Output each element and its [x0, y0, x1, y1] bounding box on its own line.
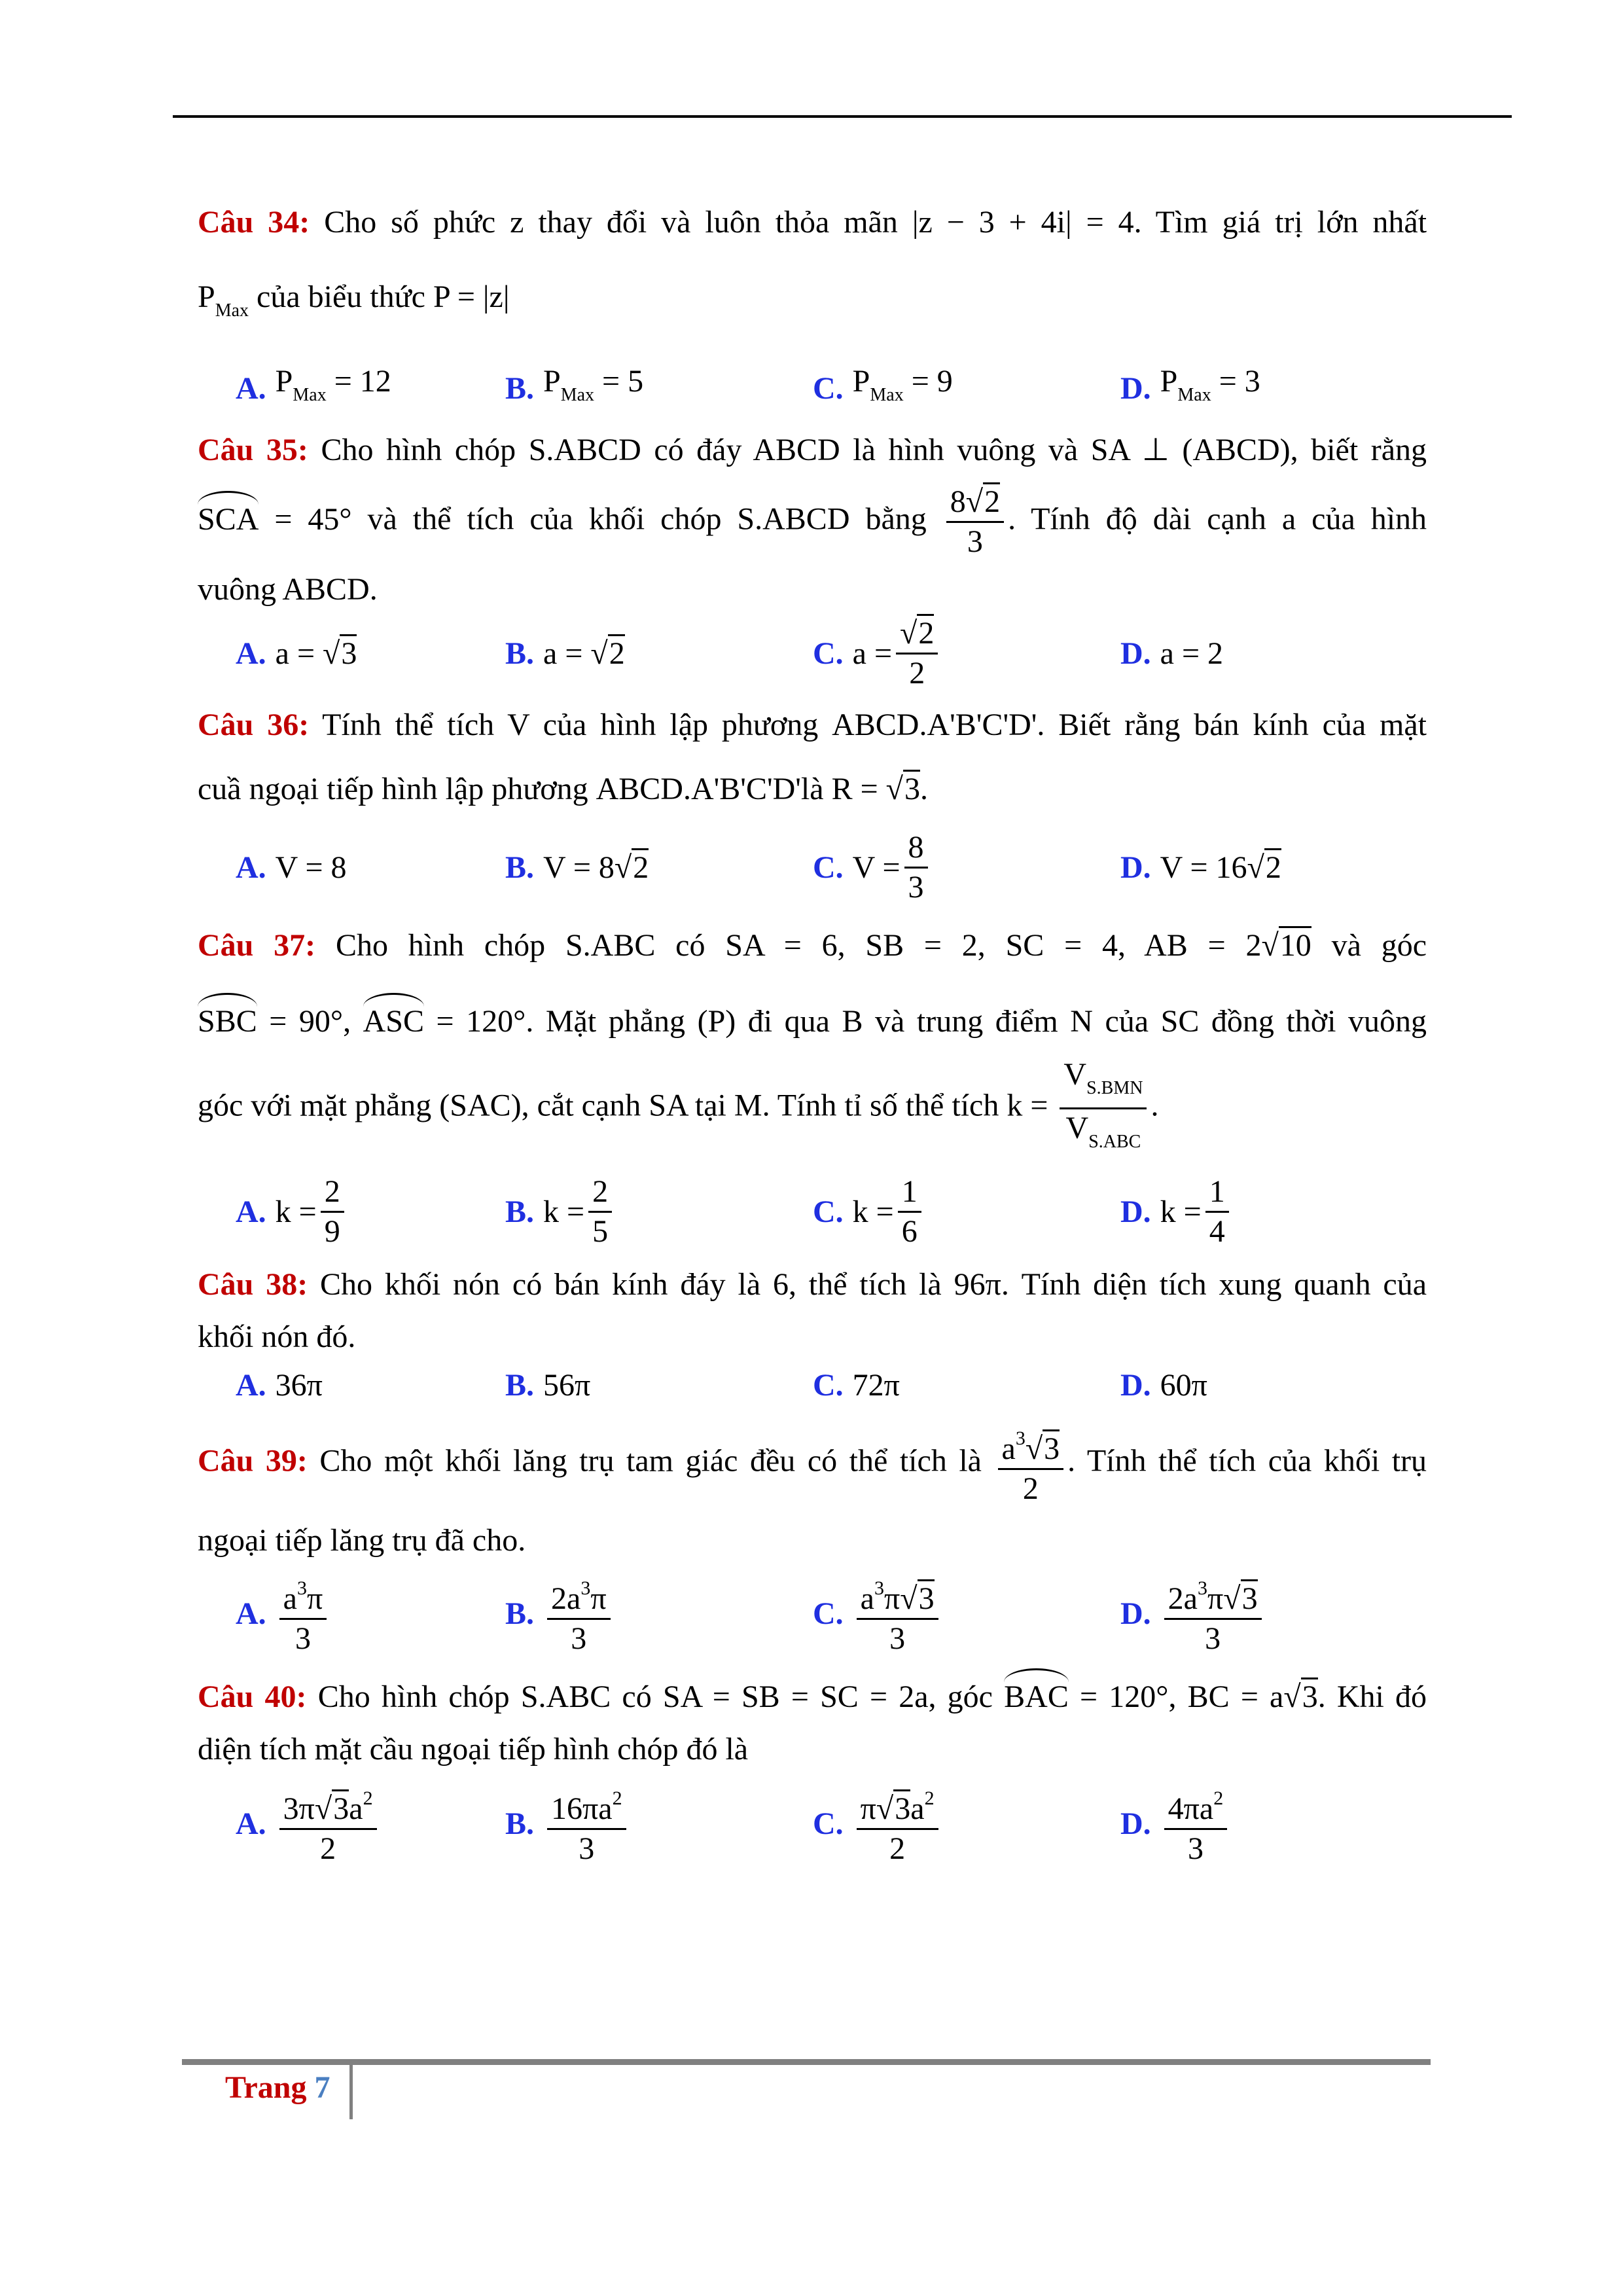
question-text: khối nón đó. [198, 1319, 356, 1354]
math-value: a = [275, 636, 323, 671]
angle-symbol: SBC [198, 997, 257, 1043]
question-label: Câu 34: [198, 205, 310, 240]
answer-options [198, 361, 1427, 416]
question-text: và thể tích của khối chóp S.ABCD bằng [367, 501, 927, 537]
radicand: 2 [917, 614, 934, 651]
math-var: π [590, 1581, 607, 1616]
denominator: 4 [1209, 1214, 1225, 1249]
fraction: $\frac{8√2}{3}$ [946, 484, 1004, 560]
option-b[interactable] [505, 1781, 813, 1867]
option-a[interactable]: A. a = √3 [236, 633, 505, 675]
radicand: 2 [608, 634, 625, 671]
angle-symbol: ASC [363, 997, 424, 1043]
option-b[interactable]: B. V = 8√2 [505, 847, 813, 889]
answer-options [198, 1365, 1427, 1407]
numerator: 2 [588, 1174, 612, 1213]
question-list [198, 196, 1427, 1867]
page-label: Trang [225, 2070, 307, 2105]
math-var: 2a [551, 1581, 581, 1616]
math-value: 8 [950, 484, 966, 519]
question-label: Câu 40: [198, 1679, 307, 1714]
math-var: 2a [1168, 1581, 1198, 1616]
option-d[interactable] [1120, 1174, 1428, 1249]
radicand: 10 [1279, 926, 1311, 963]
option-b[interactable] [505, 1174, 813, 1249]
math-value: 36π [275, 1368, 323, 1403]
question-label: Câu 38: [198, 1267, 308, 1302]
question-39 [198, 1421, 1427, 1657]
radicand: 2 [1264, 848, 1281, 885]
option-c[interactable] [813, 616, 1120, 691]
math-expression: SA = 6, SB = 2, SC = 4, AB = 2 [725, 928, 1262, 963]
numerator: 8 [904, 830, 928, 869]
math-value: 60π [1160, 1368, 1207, 1403]
math-var: 4πa [1168, 1791, 1214, 1826]
math-superscript: 2 [1213, 1787, 1224, 1809]
answer-options [198, 616, 1427, 691]
fraction: $\frac{√2}{2}$ [896, 616, 938, 691]
math-superscript: 2 [924, 1787, 935, 1809]
math-var: π [1207, 1581, 1224, 1616]
angle-symbol: SCA [198, 495, 259, 541]
option-letter: A. [236, 370, 266, 406]
radicand: 3 [893, 1789, 910, 1826]
math-var: P [852, 364, 870, 399]
radicand: 3 [903, 770, 920, 806]
question-text: . [920, 772, 928, 806]
denominator: 3 [967, 524, 983, 559]
numerator: 1 [1205, 1174, 1229, 1213]
math-value: V = 16 [1160, 850, 1247, 885]
option-c[interactable] [813, 1571, 1120, 1657]
option-c[interactable] [813, 1781, 1120, 1867]
question-text: , góc [928, 1679, 993, 1714]
math-var: 16πa [551, 1791, 613, 1826]
question-text: Cho khối nón có bán kính đáy là 6, thể tích là [320, 1267, 942, 1302]
math-subscript: Max [870, 385, 904, 405]
math-superscript: 2 [363, 1787, 373, 1809]
question-text: , biết rằng [1290, 433, 1427, 467]
denominator: 2 [1022, 1471, 1039, 1506]
option-letter: C. [813, 1806, 844, 1841]
option-c[interactable] [813, 361, 1120, 416]
option-letter: A. [236, 850, 266, 885]
question-label: Câu 37: [198, 928, 316, 963]
math-var: P [275, 364, 293, 399]
math-subscript: Max [215, 300, 249, 321]
math-subscript: Max [293, 385, 327, 405]
question-text: Cho số phức z thay đổi và luôn thỏa mãn [324, 205, 898, 240]
fraction: $\frac{3\pi√3a^2}{2}$ [279, 1781, 377, 1867]
math-value: R = [831, 772, 886, 806]
denominator: 5 [592, 1214, 609, 1249]
option-c[interactable] [813, 1365, 1120, 1407]
math-value: k = [543, 1194, 585, 1229]
answer-options [198, 1571, 1427, 1657]
option-letter: C. [813, 1194, 844, 1229]
question-label: Câu 35: [198, 433, 308, 467]
option-b[interactable] [505, 361, 813, 416]
question-40: Câu 40: Cho hình chóp S.ABC có SA = SB = SC = 2a, góc BAC = 120°, BC = a√3. Khi đó diện tích mặt cầu ngoại tiếp hình chóp đó là A. $\frac{3\pi√3a^2}{2}$ B. $\frac{16\pi a^2}{3}$ C. $\frac{\pi√3a^2}{2}$ D. $\frac{4\pi a^2}{3}$ [198, 1672, 1427, 1867]
fraction [1205, 1174, 1229, 1249]
question-35 [198, 429, 1427, 691]
question-36: Câu 36: Tính thể tích V của hình lập phương ABCD.A'B'C'D'. Biết rằng bán kính của mặt cuầ ngoại tiếp hình lập phương ABCD.A'B'C'D'là R = √3. A. V = 8 B. V = 8√2 C. V = $\frac{8}{3}$ D. V = 16√2 [198, 708, 1427, 905]
option-d[interactable] [1120, 1365, 1428, 1407]
question-label: Câu 36: [198, 708, 310, 742]
math-var: a [349, 1791, 363, 1826]
math-var: V [1065, 1111, 1089, 1145]
denominator: 9 [324, 1214, 340, 1249]
math-superscript: 3 [296, 1577, 307, 1599]
question-text: vuông ABCD. [198, 572, 378, 607]
angle-symbol: BAC [1004, 1672, 1069, 1718]
math-expression: SA = SB = SC = 2a [662, 1679, 929, 1714]
question-text: Cho hình chóp S.ABC có [317, 1679, 652, 1714]
option-a[interactable] [236, 1365, 505, 1407]
math-var: π [860, 1791, 876, 1826]
math-expression: |z − 3 + 4i| = 4 [912, 205, 1134, 240]
question-37: Câu 37: Cho hình chóp S.ABC có SA = 6, SB = 2, SC = 4, AB = 2√10 và góc SBC = 90°, ASC = 120°. Mặt phẳng (P) đi qua B và trung điểm N của SC đồng thời vuông góc với mặt phẳng (SAC), cắt cạnh SA tại M. Tính tỉ số thể tích k = $\frac{V_{S.BMN}}{V_{S.ABC}}$ . A. k = $\frac{2}{9}$ B. k = $\frac{2}{5}$ C. k = $\frac{1}{6}$ D. k = $\frac{1}{4}$ [198, 925, 1427, 1249]
question-text: góc với mặt phẳng (SAC), cắt cạnh SA tại M. Tính tỉ số thể tích [198, 1088, 999, 1123]
fraction [588, 1174, 612, 1249]
math-var: 3π [283, 1791, 315, 1826]
question-text: . Tính thể tích của khối trụ [1067, 1443, 1427, 1479]
question-text: . Tính diện tích xung quanh của [1001, 1267, 1427, 1302]
option-c[interactable] [813, 830, 1120, 905]
math-value: a = [543, 636, 591, 671]
math-var: a [860, 1581, 874, 1616]
math-value: = 120°, BC = a [1068, 1679, 1284, 1714]
option-d[interactable] [1120, 633, 1428, 675]
option-letter: B. [505, 370, 535, 406]
footer-rule [182, 2059, 1431, 2065]
denominator: 3 [908, 870, 924, 905]
math-superscript: 3 [580, 1577, 591, 1599]
footer-divider [349, 2062, 353, 2119]
question-text: Tính thể tích V của hình lập phương [322, 708, 819, 742]
denominator: 3 [1205, 1621, 1221, 1656]
math-expression: P = |z| [433, 279, 510, 314]
math-value: = 90°, [257, 1004, 363, 1039]
question-34 [198, 202, 1427, 416]
math-expression: ABCD.A'B'C'D' [596, 772, 801, 806]
radicand: 3 [918, 1579, 935, 1616]
math-value: 56π [543, 1368, 591, 1403]
option-d[interactable] [1120, 1571, 1428, 1657]
answer-options [198, 1781, 1427, 1867]
fraction [904, 830, 928, 905]
math-value: k = [1160, 1194, 1202, 1229]
math-expression: SA ⊥ (ABCD) [1090, 433, 1291, 467]
fraction [547, 1571, 611, 1657]
option-d[interactable]: D. V = 16√2 [1120, 847, 1428, 889]
math-value: = 3 [1211, 364, 1260, 399]
page-footer [225, 2070, 330, 2106]
option-letter: C. [813, 1596, 844, 1631]
question-text: . Khi đó [1317, 1679, 1427, 1714]
denominator: 3 [571, 1621, 587, 1656]
fraction [321, 1174, 344, 1249]
question-text: Cho hình chóp S.ABC có [335, 928, 705, 963]
page-number: 7 [314, 2070, 330, 2105]
option-letter: D. [1120, 1194, 1151, 1229]
question-label: Câu 39: [198, 1443, 308, 1479]
math-value: 72π [852, 1368, 900, 1403]
option-c[interactable] [813, 1174, 1120, 1249]
denominator: 2 [889, 1831, 906, 1866]
option-letter: D. [1120, 1368, 1151, 1403]
math-superscript: 2 [612, 1787, 622, 1809]
fraction: $\frac{a^3√3}{2}$ [998, 1421, 1064, 1507]
fraction: $\frac{2a^3\pi√3}{3}$ [1164, 1571, 1262, 1657]
math-value: V = [852, 850, 901, 885]
option-letter: A. [236, 1368, 266, 1403]
option-letter: D. [1120, 636, 1151, 671]
question-text: diện tích mặt cầu ngoại tiếp hình chóp đó là [198, 1732, 749, 1767]
option-letter: D. [1120, 1806, 1151, 1841]
option-a[interactable] [236, 847, 505, 889]
denominator: 2 [909, 656, 925, 691]
radicand: 2 [632, 848, 649, 885]
denominator: 3 [294, 1621, 311, 1656]
option-letter: C. [813, 636, 844, 671]
math-var: a [1001, 1431, 1016, 1466]
question-text: . Mặt phẳng (P) đi qua B và trung điểm N của SC đồng thời vuông [526, 1004, 1427, 1039]
math-value: V = 8 [275, 850, 347, 885]
denominator: 3 [579, 1831, 595, 1866]
math-value: k = [275, 1194, 317, 1229]
radicand: 3 [340, 634, 357, 671]
math-expression: 96π [954, 1267, 1001, 1302]
option-d[interactable] [1120, 361, 1428, 416]
fraction [1060, 1057, 1147, 1160]
fraction [1164, 1781, 1228, 1867]
option-letter: B. [505, 1368, 535, 1403]
math-expression: ABCD.A'B'C'D' [832, 708, 1037, 742]
radicand: 3 [1043, 1429, 1060, 1466]
math-superscript: 3 [1015, 1427, 1026, 1449]
denominator: 3 [1187, 1831, 1204, 1866]
question-text: . Tính độ dài cạnh a của hình [1008, 501, 1427, 537]
math-value: = 120° [424, 1004, 526, 1039]
radicand: 3 [1241, 1579, 1258, 1616]
fraction: $\frac{\pi√3a^2}{2}$ [857, 1781, 938, 1867]
fraction [279, 1571, 327, 1657]
math-value: = 5 [594, 364, 644, 399]
math-value: V = 8 [543, 850, 615, 885]
math-var: a [910, 1791, 925, 1826]
math-value: = 12 [326, 364, 391, 399]
math-superscript: 3 [874, 1577, 884, 1599]
question-text: là [800, 772, 824, 806]
math-value: = 45° [259, 501, 352, 537]
answer-options [198, 1174, 1427, 1249]
option-a[interactable] [236, 1781, 505, 1867]
math-var: a [283, 1581, 297, 1616]
math-superscript: 3 [1197, 1577, 1207, 1599]
option-letter: D. [1120, 370, 1151, 406]
option-letter: B. [505, 850, 535, 885]
option-b[interactable]: B. a = √2 [505, 633, 813, 675]
option-letter: B. [505, 1596, 535, 1631]
option-letter: D. [1120, 850, 1151, 885]
option-letter: B. [505, 636, 535, 671]
option-letter: B. [505, 1806, 535, 1841]
question-38 [198, 1264, 1427, 1407]
option-letter: A. [236, 1596, 266, 1631]
fraction [898, 1174, 921, 1249]
math-var: V [1063, 1057, 1087, 1092]
question-text: cuầ ngoại tiếp hình lập phương [198, 772, 588, 806]
math-value: = 9 [903, 364, 953, 399]
fraction: $\frac{a^3\pi√3}{3}$ [857, 1571, 938, 1657]
question-text: . Tìm giá trị lớn nhất [1133, 205, 1427, 240]
math-var: π [883, 1581, 901, 1616]
denominator: 2 [320, 1831, 336, 1866]
option-b[interactable] [505, 1365, 813, 1407]
numerator: 1 [898, 1174, 921, 1213]
option-letter: B. [505, 1194, 535, 1229]
option-letter: A. [236, 1806, 266, 1841]
option-a[interactable] [236, 1174, 505, 1249]
option-letter: A. [236, 636, 266, 671]
radicand: 2 [983, 482, 1000, 519]
math-subscript: Max [560, 385, 595, 405]
fraction [547, 1781, 626, 1867]
radicand: 3 [332, 1789, 349, 1826]
question-text: và góc [1331, 928, 1427, 963]
math-subscript: S.ABC [1088, 1132, 1141, 1152]
math-var: P [543, 364, 561, 399]
option-b[interactable] [505, 1571, 813, 1657]
option-letter: C. [813, 850, 844, 885]
option-letter: A. [236, 1194, 266, 1229]
option-a[interactable] [236, 361, 505, 416]
question-text: Cho hình chóp S.ABCD có đáy ABCD là hình vuông và [321, 433, 1079, 467]
math-value: a = 2 [1160, 636, 1224, 671]
question-text: ngoại tiếp lăng trụ đã cho. [198, 1523, 526, 1558]
math-var: π [306, 1581, 323, 1616]
option-a[interactable] [236, 1571, 505, 1657]
option-letter: C. [813, 370, 844, 406]
math-subscript: S.BMN [1086, 1078, 1143, 1098]
question-text: . Biết rằng bán kính của mặt [1037, 708, 1427, 742]
header-rule [173, 115, 1512, 118]
denominator: 3 [889, 1621, 906, 1656]
denominator: 6 [901, 1214, 918, 1249]
math-value: k = [1007, 1088, 1056, 1123]
option-letter: D. [1120, 1596, 1151, 1631]
numerator: 2 [321, 1174, 344, 1213]
math-value: a = [852, 636, 893, 671]
option-letter: C. [813, 1368, 844, 1403]
question-text: Cho một khối lăng trụ tam giác đều có thể tích là [319, 1443, 982, 1479]
question-text: của biểu thức [257, 279, 425, 314]
radicand: 3 [1301, 1677, 1318, 1714]
math-value: k = [852, 1194, 894, 1229]
answer-options [198, 830, 1427, 905]
math-var: P [1160, 364, 1178, 399]
math-subscript: Max [1177, 385, 1211, 405]
option-d[interactable] [1120, 1781, 1428, 1867]
question-text: . [1150, 1088, 1159, 1123]
math-var: P [198, 279, 215, 314]
